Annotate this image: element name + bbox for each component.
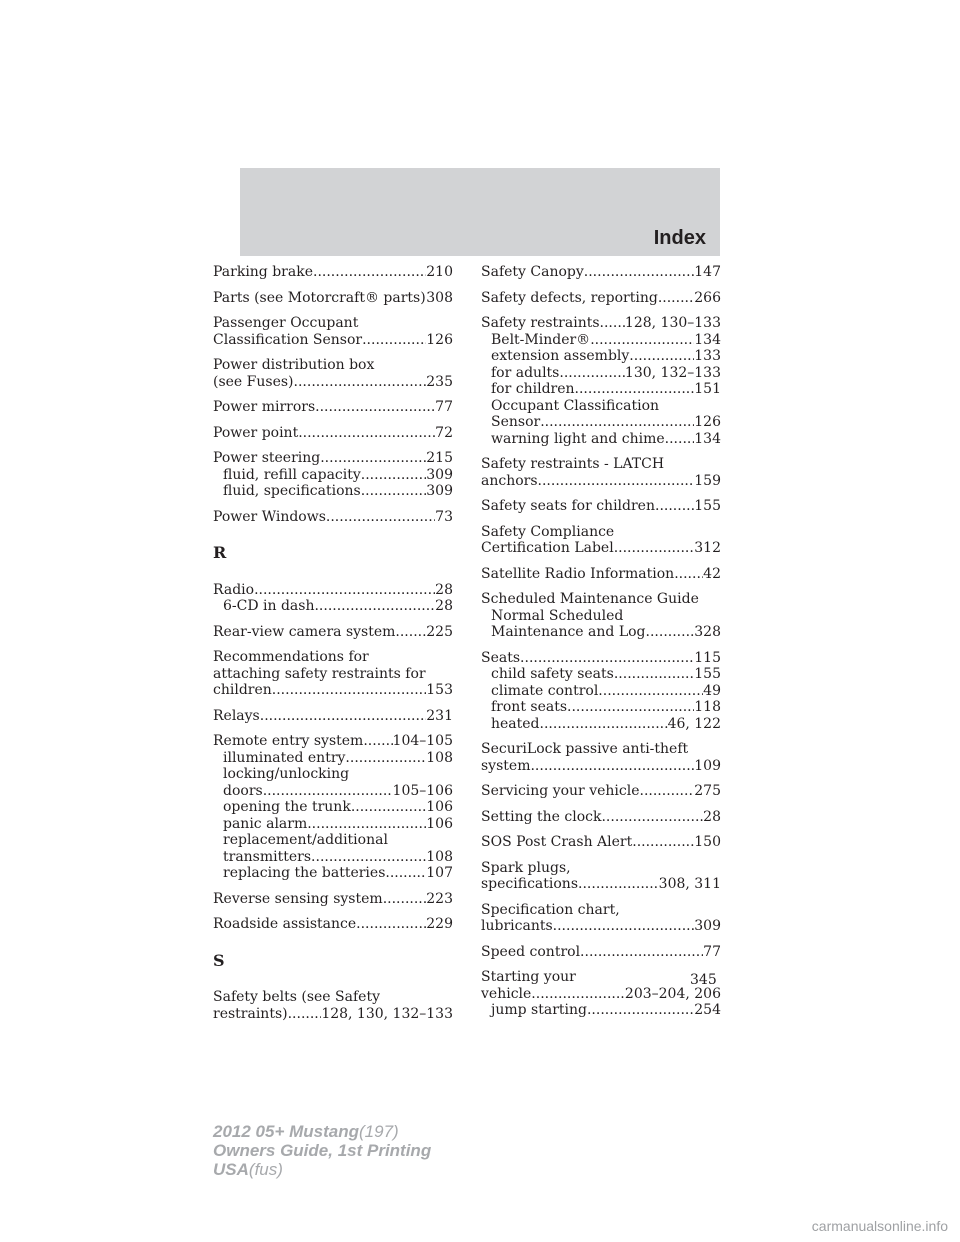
index-entry-line	[213, 290, 453, 307]
footer-market-code: (fus)	[248, 1160, 283, 1179]
dot-leader	[315, 399, 435, 416]
entry-label: (see Fuses)	[213, 373, 294, 390]
index-subentry-line	[213, 467, 453, 484]
index-entry-line	[213, 733, 453, 750]
index-subentry-line	[213, 849, 453, 866]
index-entry	[213, 891, 453, 908]
index-entry	[481, 591, 721, 641]
index-entry	[481, 902, 721, 935]
index-entry	[481, 315, 721, 447]
dot-leader	[559, 365, 625, 382]
index-entry-line	[481, 650, 721, 667]
dot-leader	[361, 467, 427, 484]
dot-leader	[578, 876, 659, 893]
index-entry-line	[481, 524, 721, 541]
entry-page-ref: 150	[694, 834, 721, 850]
index-entry-line	[481, 566, 721, 583]
entry-page-ref: 147	[694, 264, 721, 280]
entry-page-ref: 28	[703, 808, 721, 825]
entry-label: Seats	[481, 649, 521, 666]
index-entry-line	[481, 809, 721, 826]
index-entry	[213, 315, 453, 348]
entry-label: Relays	[213, 707, 260, 724]
dot-leader	[313, 264, 426, 281]
entry-page-ref: 223	[426, 890, 453, 907]
index-entry-line	[481, 315, 721, 332]
entry-label: locking/unlocking	[223, 766, 350, 782]
index-entry-line	[213, 332, 453, 349]
index-entry	[481, 264, 721, 281]
index-entry-line	[481, 591, 721, 608]
dot-leader	[600, 315, 625, 332]
entry-label: Setting the clock	[481, 808, 602, 825]
index-entry	[213, 450, 453, 500]
dot-leader	[356, 916, 426, 933]
index-subentry-line	[481, 716, 721, 733]
entry-label: Safety Compliance	[481, 523, 615, 540]
dot-leader	[363, 733, 392, 750]
entry-page-ref: 153	[426, 682, 453, 698]
index-entry	[213, 290, 453, 307]
entry-label: Safety defects, reporting	[481, 289, 658, 306]
entry-label: transmitters	[223, 848, 312, 865]
dot-leader	[584, 264, 695, 281]
entry-page-ref: 215	[426, 450, 453, 466]
entry-page-ref: 312	[694, 540, 721, 556]
entry-page-ref: 155	[694, 666, 721, 682]
dot-leader	[590, 332, 694, 349]
index-entry	[481, 809, 721, 826]
footer	[213, 1122, 431, 1179]
dot-leader	[263, 783, 393, 800]
entry-page-ref: 133	[694, 348, 721, 364]
index-subentry-line	[213, 750, 453, 767]
index-subentry-line	[481, 699, 721, 716]
entry-label: vehicle	[481, 985, 532, 1002]
entry-label: Safety seats for children	[481, 498, 655, 514]
index-entry	[213, 916, 453, 933]
entry-label: SecuriLock passive anti-theft	[481, 741, 689, 757]
index-entry-line	[481, 944, 721, 961]
index-entry	[481, 741, 721, 774]
entry-page-ref: 28	[435, 598, 453, 614]
index-letter-heading: S	[213, 950, 225, 970]
entry-label: Normal Scheduled	[491, 607, 624, 624]
index-entry	[481, 834, 721, 851]
dot-leader	[531, 986, 625, 1003]
page-title: Index	[653, 227, 706, 249]
entry-label: Remote entry system	[213, 733, 364, 749]
entry-label: Spark plugs,	[481, 859, 571, 876]
entry-page-ref: 108	[426, 749, 453, 766]
entry-label: Specification chart,	[481, 901, 620, 918]
index-subentry-line	[213, 598, 453, 615]
entry-page-ref: 134	[694, 430, 721, 447]
entry-page-ref: 104–105	[392, 733, 453, 749]
dot-leader	[614, 666, 694, 683]
entry-label: Parking brake	[213, 264, 313, 280]
entry-page-ref: 231	[426, 707, 453, 724]
index-subentry-line	[213, 783, 453, 800]
entry-label: Power distribution box	[213, 357, 375, 373]
entry-label: Power mirrors	[213, 399, 316, 415]
entry-label: for children	[491, 381, 575, 397]
entry-label: 6-CD in dash	[223, 598, 315, 614]
entry-page-ref: 77	[703, 943, 721, 960]
index-subentry-line	[213, 766, 453, 783]
index-entry	[481, 290, 721, 307]
index-entry	[213, 509, 453, 526]
dot-leader	[530, 758, 694, 775]
index-entry	[213, 708, 453, 725]
index-entry	[213, 425, 453, 442]
dot-leader	[254, 582, 435, 599]
dot-leader	[553, 918, 695, 935]
index-entry-line	[481, 834, 721, 851]
entry-page-ref: 126	[694, 414, 721, 430]
entry-page-ref: 115	[694, 649, 721, 666]
index-entry-line	[213, 425, 453, 442]
entry-page-ref: 210	[426, 264, 453, 280]
index-entry-line	[213, 916, 453, 933]
dot-leader	[288, 1006, 322, 1023]
entry-label: Safety belts (see Safety	[213, 989, 380, 1005]
entry-label: fluid, refill capacity	[223, 466, 361, 483]
index-subentry-line	[213, 865, 453, 882]
dot-leader	[575, 381, 695, 398]
dot-leader	[646, 624, 695, 641]
dot-leader	[361, 483, 427, 500]
index-subentry-line	[213, 799, 453, 816]
entry-page-ref: 229	[426, 916, 453, 932]
index-entry	[481, 969, 721, 1019]
entry-page-ref: 106	[426, 799, 453, 815]
dot-leader	[385, 865, 426, 882]
entry-page-ref: 151	[694, 381, 721, 397]
entry-label: panic alarm	[223, 815, 308, 832]
entry-label: for adults	[491, 364, 560, 381]
entry-page-ref: 128, 130, 132–133	[321, 1005, 453, 1022]
entry-label: Safety restraints	[481, 315, 600, 331]
dot-leader	[383, 891, 427, 908]
dot-leader	[260, 708, 427, 725]
index-entry-line	[481, 290, 721, 307]
entry-label: Radio	[213, 581, 255, 598]
index-entry-line	[213, 649, 453, 666]
index-subentry-line	[481, 1002, 721, 1019]
index-subentry-line	[213, 816, 453, 833]
page-number: 345	[690, 972, 717, 988]
dot-leader	[298, 425, 435, 442]
entry-page-ref: 235	[426, 373, 453, 390]
dot-leader	[307, 816, 426, 833]
watermark: carmanualsonline.info	[811, 1218, 948, 1234]
dot-leader	[614, 540, 695, 557]
index-column-right	[481, 264, 721, 1028]
entry-page-ref: 308, 311	[658, 876, 721, 892]
entry-page-ref: 105–106	[392, 782, 453, 799]
entry-label: jump starting	[491, 1002, 587, 1018]
index-entry-line	[213, 891, 453, 908]
dot-leader	[520, 650, 694, 667]
entry-page-ref: 254	[694, 1002, 721, 1018]
entry-page-ref: 109	[694, 757, 721, 774]
footer-model-code: (197)	[359, 1122, 399, 1141]
index-entry-line	[213, 582, 453, 599]
dot-leader	[658, 290, 694, 307]
index-entry-line	[481, 969, 721, 986]
dot-leader	[314, 598, 435, 615]
index-entry	[481, 566, 721, 583]
index-entry-line	[481, 918, 721, 935]
index-column-left	[213, 264, 453, 1031]
entry-label: Safety restraints - LATCH	[481, 456, 665, 472]
dot-leader	[320, 450, 426, 467]
index-subentry-line	[481, 666, 721, 683]
index-entry-line	[213, 682, 453, 699]
entry-page-ref: 107	[426, 865, 453, 881]
index-entry-line	[481, 473, 721, 490]
dot-leader	[632, 834, 694, 851]
entry-label: illuminated entry	[223, 749, 346, 766]
index-entry-line	[481, 540, 721, 557]
dot-leader	[540, 716, 668, 733]
index-entry-line	[213, 624, 453, 641]
dot-leader	[674, 566, 703, 583]
dot-leader	[272, 682, 426, 699]
dot-leader	[326, 509, 435, 526]
entry-label: replacing the batteries	[223, 865, 386, 881]
index-entry	[213, 733, 453, 882]
dot-leader	[311, 849, 426, 866]
footer-model: 2012 05+ Mustang	[213, 1122, 359, 1141]
entry-label: child safety seats	[491, 666, 614, 682]
entry-page-ref: 309	[426, 466, 453, 483]
entry-label: Starting your	[481, 969, 576, 985]
index-subentry-line	[481, 414, 721, 431]
entry-page-ref: 328	[694, 624, 721, 640]
index-entry	[481, 498, 721, 515]
entry-label: Classification Sensor	[213, 331, 363, 348]
entry-label: front seats	[491, 699, 568, 715]
dot-leader	[601, 809, 703, 826]
entry-label: SOS Post Crash Alert	[481, 834, 633, 850]
entry-label: Roadside assistance	[213, 916, 357, 932]
entry-label: Parts (see Motorcraft® parts)	[213, 289, 426, 306]
dot-leader	[665, 431, 695, 448]
index-entry-line	[481, 498, 721, 515]
entry-page-ref: 266	[694, 289, 721, 306]
index-entry-line	[213, 708, 453, 725]
index-subentry-line	[481, 431, 721, 448]
footer-market: USA	[213, 1160, 249, 1179]
dot-leader	[351, 799, 426, 816]
index-entry-line	[481, 860, 721, 877]
entry-label: Speed control	[481, 943, 581, 960]
index-entry	[481, 944, 721, 961]
entry-page-ref: 134	[694, 331, 721, 348]
entry-label: Power steering	[213, 450, 321, 466]
index-entry-line	[213, 374, 453, 391]
index-subentry-line	[213, 483, 453, 500]
entry-label: restraints)	[213, 1005, 288, 1022]
entry-page-ref: 225	[426, 623, 453, 640]
entry-label: attaching safety restraints for	[213, 665, 426, 682]
index-entry	[481, 783, 721, 800]
entry-page-ref: 49	[703, 682, 721, 699]
entry-page-ref: 308	[426, 289, 453, 306]
index-entry	[213, 989, 453, 1022]
entry-page-ref: 46, 122	[667, 715, 721, 732]
entry-label: Certification Label	[481, 540, 614, 556]
entry-label: lubricants	[481, 918, 553, 934]
index-entry-line	[481, 876, 721, 893]
entry-label: Reverse sensing system	[213, 890, 383, 907]
index-entry-line	[213, 315, 453, 332]
entry-label: opening the trunk	[223, 799, 351, 815]
index-entry	[213, 649, 453, 699]
dot-leader	[598, 683, 703, 700]
index-entry-line	[481, 986, 721, 1003]
entry-label: anchors	[481, 472, 538, 489]
dot-leader	[540, 414, 694, 431]
index-subentry-line	[481, 608, 721, 625]
entry-label: warning light and chime	[491, 430, 665, 447]
dot-leader	[587, 1002, 694, 1019]
entry-label: fluid, specifications	[223, 483, 361, 499]
entry-label: Belt-Minder®	[491, 331, 591, 348]
entry-label: doors	[223, 782, 263, 799]
index-entry-line	[213, 399, 453, 416]
entry-label: climate control	[491, 682, 599, 699]
index-subentry-line	[481, 398, 721, 415]
index-entry	[213, 357, 453, 390]
entry-page-ref: 28	[435, 581, 453, 598]
index-subentry-line	[213, 832, 453, 849]
entry-page-ref: 130, 132–133	[624, 364, 721, 381]
entry-label: Servicing your vehicle	[481, 783, 640, 799]
index-entry-line	[213, 509, 453, 526]
entry-label: system	[481, 757, 531, 774]
entry-page-ref: 159	[694, 472, 721, 489]
index-entry	[213, 582, 453, 615]
index-entry-line	[481, 758, 721, 775]
entry-page-ref: 118	[694, 699, 721, 715]
dot-leader	[655, 498, 694, 515]
index-subentry-line	[481, 365, 721, 382]
index-entry-line	[481, 456, 721, 473]
entry-page-ref: 155	[694, 498, 721, 514]
entry-page-ref: 108	[426, 848, 453, 865]
index-entry-line	[213, 989, 453, 1006]
index-entry	[481, 524, 721, 557]
entry-label: Passenger Occupant	[213, 315, 359, 331]
index-entry-line	[481, 264, 721, 281]
entry-label: children	[213, 682, 272, 698]
header-bar	[240, 168, 720, 256]
entry-page-ref: 106	[426, 815, 453, 832]
entry-label: Scheduled Maintenance Guide	[481, 591, 699, 607]
index-entry-line	[213, 264, 453, 281]
entry-page-ref: 42	[703, 565, 721, 582]
dot-leader	[362, 332, 426, 349]
index-entry	[481, 650, 721, 733]
index-entry	[481, 456, 721, 489]
index-subentry-line	[481, 348, 721, 365]
index-subentry-line	[481, 332, 721, 349]
entry-label: Sensor	[491, 414, 541, 430]
entry-page-ref: 309	[426, 483, 453, 499]
entry-label: Satellite Radio Information	[481, 565, 675, 582]
index-subentry-line	[481, 624, 721, 641]
entry-page-ref: 126	[426, 331, 453, 348]
entry-label: Power point	[213, 424, 299, 441]
dot-leader	[395, 624, 426, 641]
index-subentry-line	[481, 683, 721, 700]
dot-leader	[567, 699, 694, 716]
entry-page-ref: 203–204, 206	[624, 985, 721, 1002]
entry-label: Power Windows	[213, 508, 326, 525]
entry-label: Recommendations for	[213, 649, 369, 665]
entry-label: replacement/additional	[223, 832, 388, 848]
dot-leader	[294, 374, 427, 391]
dot-leader	[640, 783, 695, 800]
index-entry	[481, 860, 721, 893]
index-subentry-line	[481, 381, 721, 398]
entry-page-ref: 73	[435, 508, 453, 525]
entry-page-ref: 309	[694, 918, 721, 934]
index-entry-line	[213, 1006, 453, 1023]
entry-page-ref: 275	[694, 783, 721, 799]
dot-leader	[345, 750, 426, 767]
index-letter-heading: R	[213, 543, 227, 562]
footer-printing: Owners Guide, 1st Printing	[213, 1141, 432, 1160]
index-entry	[213, 264, 453, 281]
index-entry	[213, 399, 453, 416]
entry-page-ref: 72	[435, 424, 453, 441]
entry-page-ref: 77	[435, 399, 453, 415]
entry-label: Rear-view camera system	[213, 623, 396, 640]
index-entry	[213, 624, 453, 641]
index-entry-line	[481, 741, 721, 758]
index-entry-line	[213, 666, 453, 683]
index-entry-line	[213, 450, 453, 467]
entry-page-ref: 128, 130–133	[624, 315, 721, 331]
dot-leader	[580, 944, 703, 961]
entry-label: Safety Canopy	[481, 264, 584, 280]
index-entry-line	[481, 783, 721, 800]
index-entry-line	[481, 902, 721, 919]
dot-leader	[538, 473, 695, 490]
entry-label: specifications	[481, 876, 579, 892]
entry-label: heated	[491, 715, 540, 732]
entry-label: extension assembly	[491, 348, 630, 364]
dot-leader	[629, 348, 694, 365]
index-entry-line	[213, 357, 453, 374]
entry-label: Occupant Classification	[491, 397, 660, 414]
entry-label: Maintenance and Log	[491, 624, 646, 640]
